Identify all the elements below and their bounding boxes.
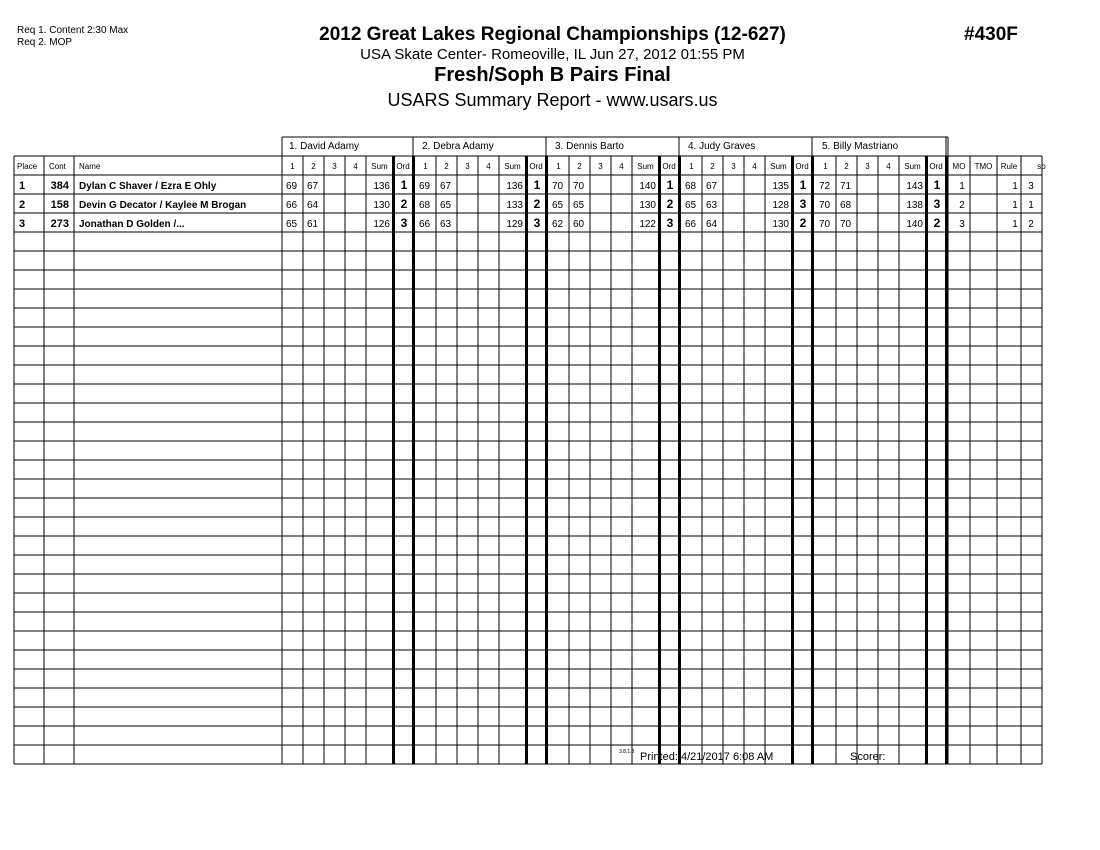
sum-cell: 136 <box>373 181 390 192</box>
scorer-label: Scorer: <box>850 751 886 763</box>
summary-cell: 3 <box>1028 181 1034 192</box>
sum-cell: 122 <box>639 219 656 230</box>
score-cell: 70 <box>819 200 831 211</box>
summary-cell: 3 <box>959 219 965 230</box>
col-header-ord: Ord <box>396 162 410 171</box>
ord-cell: 1 <box>933 178 941 192</box>
cont-cell: 158 <box>50 199 69 211</box>
score-cell: 67 <box>307 181 319 192</box>
name-cell: Dylan C Shaver / Ezra E Ohly <box>79 181 217 192</box>
place-cell: 3 <box>19 218 26 230</box>
score-cell: 68 <box>840 200 852 211</box>
judge-name: 2. Debra Adamy <box>422 141 494 152</box>
col-header-so: so <box>1037 162 1046 171</box>
col-header-4: 4 <box>619 162 624 171</box>
ord-cell: 3 <box>533 216 541 230</box>
col-header-3: 3 <box>332 162 337 171</box>
ord-cell: 1 <box>799 178 807 192</box>
col-header-sum: Sum <box>770 162 787 171</box>
venue-line: USA Skate Center- Romeoville, IL Jun 27, 2012 01:55 PM <box>360 46 745 63</box>
col-header-1: 1 <box>423 162 428 171</box>
summary-cell: 1 <box>1028 200 1034 211</box>
cont-cell: 384 <box>50 180 69 192</box>
score-cell: 70 <box>819 219 831 230</box>
col-header-3: 3 <box>598 162 603 171</box>
col-header-ord: Ord <box>929 162 943 171</box>
competition-title: 2012 Great Lakes Regional Championships (12-627) <box>319 24 786 45</box>
ord-cell: 1 <box>533 178 541 192</box>
score-cell: 66 <box>419 219 431 230</box>
col-header-3: 3 <box>465 162 470 171</box>
score-cell: 70 <box>573 181 585 192</box>
sum-cell: 136 <box>506 181 523 192</box>
score-cell: 66 <box>685 219 697 230</box>
col-header-ord: Ord <box>662 162 676 171</box>
col-header-3: 3 <box>865 162 870 171</box>
sum-cell: 130 <box>373 200 390 211</box>
score-cell: 72 <box>819 181 831 192</box>
place-cell: 2 <box>19 199 26 211</box>
sum-cell: 140 <box>639 181 656 192</box>
ord-cell: 2 <box>533 197 541 211</box>
sum-cell: 129 <box>506 219 523 230</box>
col-header-4: 4 <box>752 162 757 171</box>
sum-cell: 140 <box>906 219 923 230</box>
score-cell: 69 <box>286 181 298 192</box>
col-header-name: Name <box>79 162 101 171</box>
col-header-2: 2 <box>577 162 582 171</box>
summary-cell: 1 <box>959 181 965 192</box>
ord-cell: 3 <box>666 216 674 230</box>
col-header-mo: MO <box>952 162 966 171</box>
score-cell: 67 <box>706 181 718 192</box>
col-header-sum: Sum <box>371 162 388 171</box>
score-cell: 64 <box>307 200 319 211</box>
cont-cell: 273 <box>50 218 69 230</box>
ord-cell: 1 <box>400 178 408 192</box>
requirement-1: Req 1. Content 2:30 Max <box>17 25 129 36</box>
score-cell: 63 <box>440 219 452 230</box>
score-cell: 65 <box>440 200 452 211</box>
col-header-2: 2 <box>444 162 449 171</box>
col-header-1: 1 <box>823 162 828 171</box>
ord-cell: 3 <box>400 216 408 230</box>
score-cell: 71 <box>840 181 852 192</box>
summary-cell: 1 <box>1012 219 1018 230</box>
col-header-rule: Rule <box>1000 162 1018 171</box>
sum-cell: 128 <box>772 200 789 211</box>
summary-cell: 2 <box>959 200 965 211</box>
sum-cell: 133 <box>506 200 523 211</box>
ord-cell: 3 <box>799 197 807 211</box>
judge-name: 5. Billy Mastriano <box>822 141 899 152</box>
score-cell: 61 <box>307 219 319 230</box>
name-cell: Jonathan D Golden /... <box>79 219 185 230</box>
score-cell: 67 <box>440 181 452 192</box>
col-header-1: 1 <box>689 162 694 171</box>
summary-cell: 1 <box>1012 181 1018 192</box>
score-cell: 60 <box>573 219 585 230</box>
score-cell: 70 <box>552 181 564 192</box>
score-cell: 66 <box>286 200 298 211</box>
sum-cell: 138 <box>906 200 923 211</box>
score-cell: 68 <box>685 181 697 192</box>
place-cell: 1 <box>19 180 26 192</box>
name-cell: Devin G Decator / Kaylee M Brogan <box>79 200 247 211</box>
col-header-sum: Sum <box>504 162 521 171</box>
version-label: 3.8.1.8 <box>619 749 635 755</box>
score-cell: 68 <box>419 200 431 211</box>
judge-name: 3. Dennis Barto <box>555 141 624 152</box>
score-cell: 65 <box>552 200 564 211</box>
score-cell: 70 <box>840 219 852 230</box>
col-header-ord: Ord <box>795 162 809 171</box>
col-header-2: 2 <box>311 162 316 171</box>
ord-cell: 2 <box>799 216 807 230</box>
sum-cell: 130 <box>772 219 789 230</box>
report-line: USARS Summary Report - www.usars.us <box>387 90 718 110</box>
ord-cell: 1 <box>666 178 674 192</box>
col-header-cont: Cont <box>49 162 66 171</box>
col-header-1: 1 <box>290 162 295 171</box>
col-header-4: 4 <box>353 162 358 171</box>
score-cell: 65 <box>573 200 585 211</box>
col-header-place: Place <box>17 162 38 171</box>
col-header-1: 1 <box>556 162 561 171</box>
col-header-tmo: TMO <box>974 162 993 171</box>
sum-cell: 126 <box>373 219 390 230</box>
col-header-sum: Sum <box>904 162 921 171</box>
ord-cell: 2 <box>933 216 941 230</box>
sum-cell: 130 <box>639 200 656 211</box>
score-cell: 65 <box>685 200 697 211</box>
score-cell: 63 <box>706 200 718 211</box>
summary-cell: 1 <box>1012 200 1018 211</box>
score-cell: 64 <box>706 219 718 230</box>
sum-cell: 135 <box>772 181 789 192</box>
printed-timestamp: Printed: 4/21/2017 6:08 AM <box>640 751 774 763</box>
summary-cell: 2 <box>1028 219 1034 230</box>
sum-cell: 143 <box>906 181 923 192</box>
ord-cell: 3 <box>933 197 941 211</box>
col-header-ord: Ord <box>529 162 543 171</box>
col-header-2: 2 <box>710 162 715 171</box>
score-cell: 65 <box>286 219 298 230</box>
judge-name: 4. Judy Graves <box>688 141 756 152</box>
judge-name: 1. David Adamy <box>289 141 360 152</box>
col-header-4: 4 <box>486 162 491 171</box>
col-header-3: 3 <box>731 162 736 171</box>
requirement-2: Req 2. MOP <box>17 37 73 48</box>
col-header-sum: Sum <box>637 162 654 171</box>
score-cell: 62 <box>552 219 564 230</box>
ord-cell: 2 <box>400 197 408 211</box>
ord-cell: 2 <box>666 197 674 211</box>
col-header-4: 4 <box>886 162 891 171</box>
event-number: #430F <box>964 24 1018 45</box>
col-header-2: 2 <box>844 162 849 171</box>
score-cell: 69 <box>419 181 431 192</box>
event-name: Fresh/Soph B Pairs Final <box>434 64 671 86</box>
